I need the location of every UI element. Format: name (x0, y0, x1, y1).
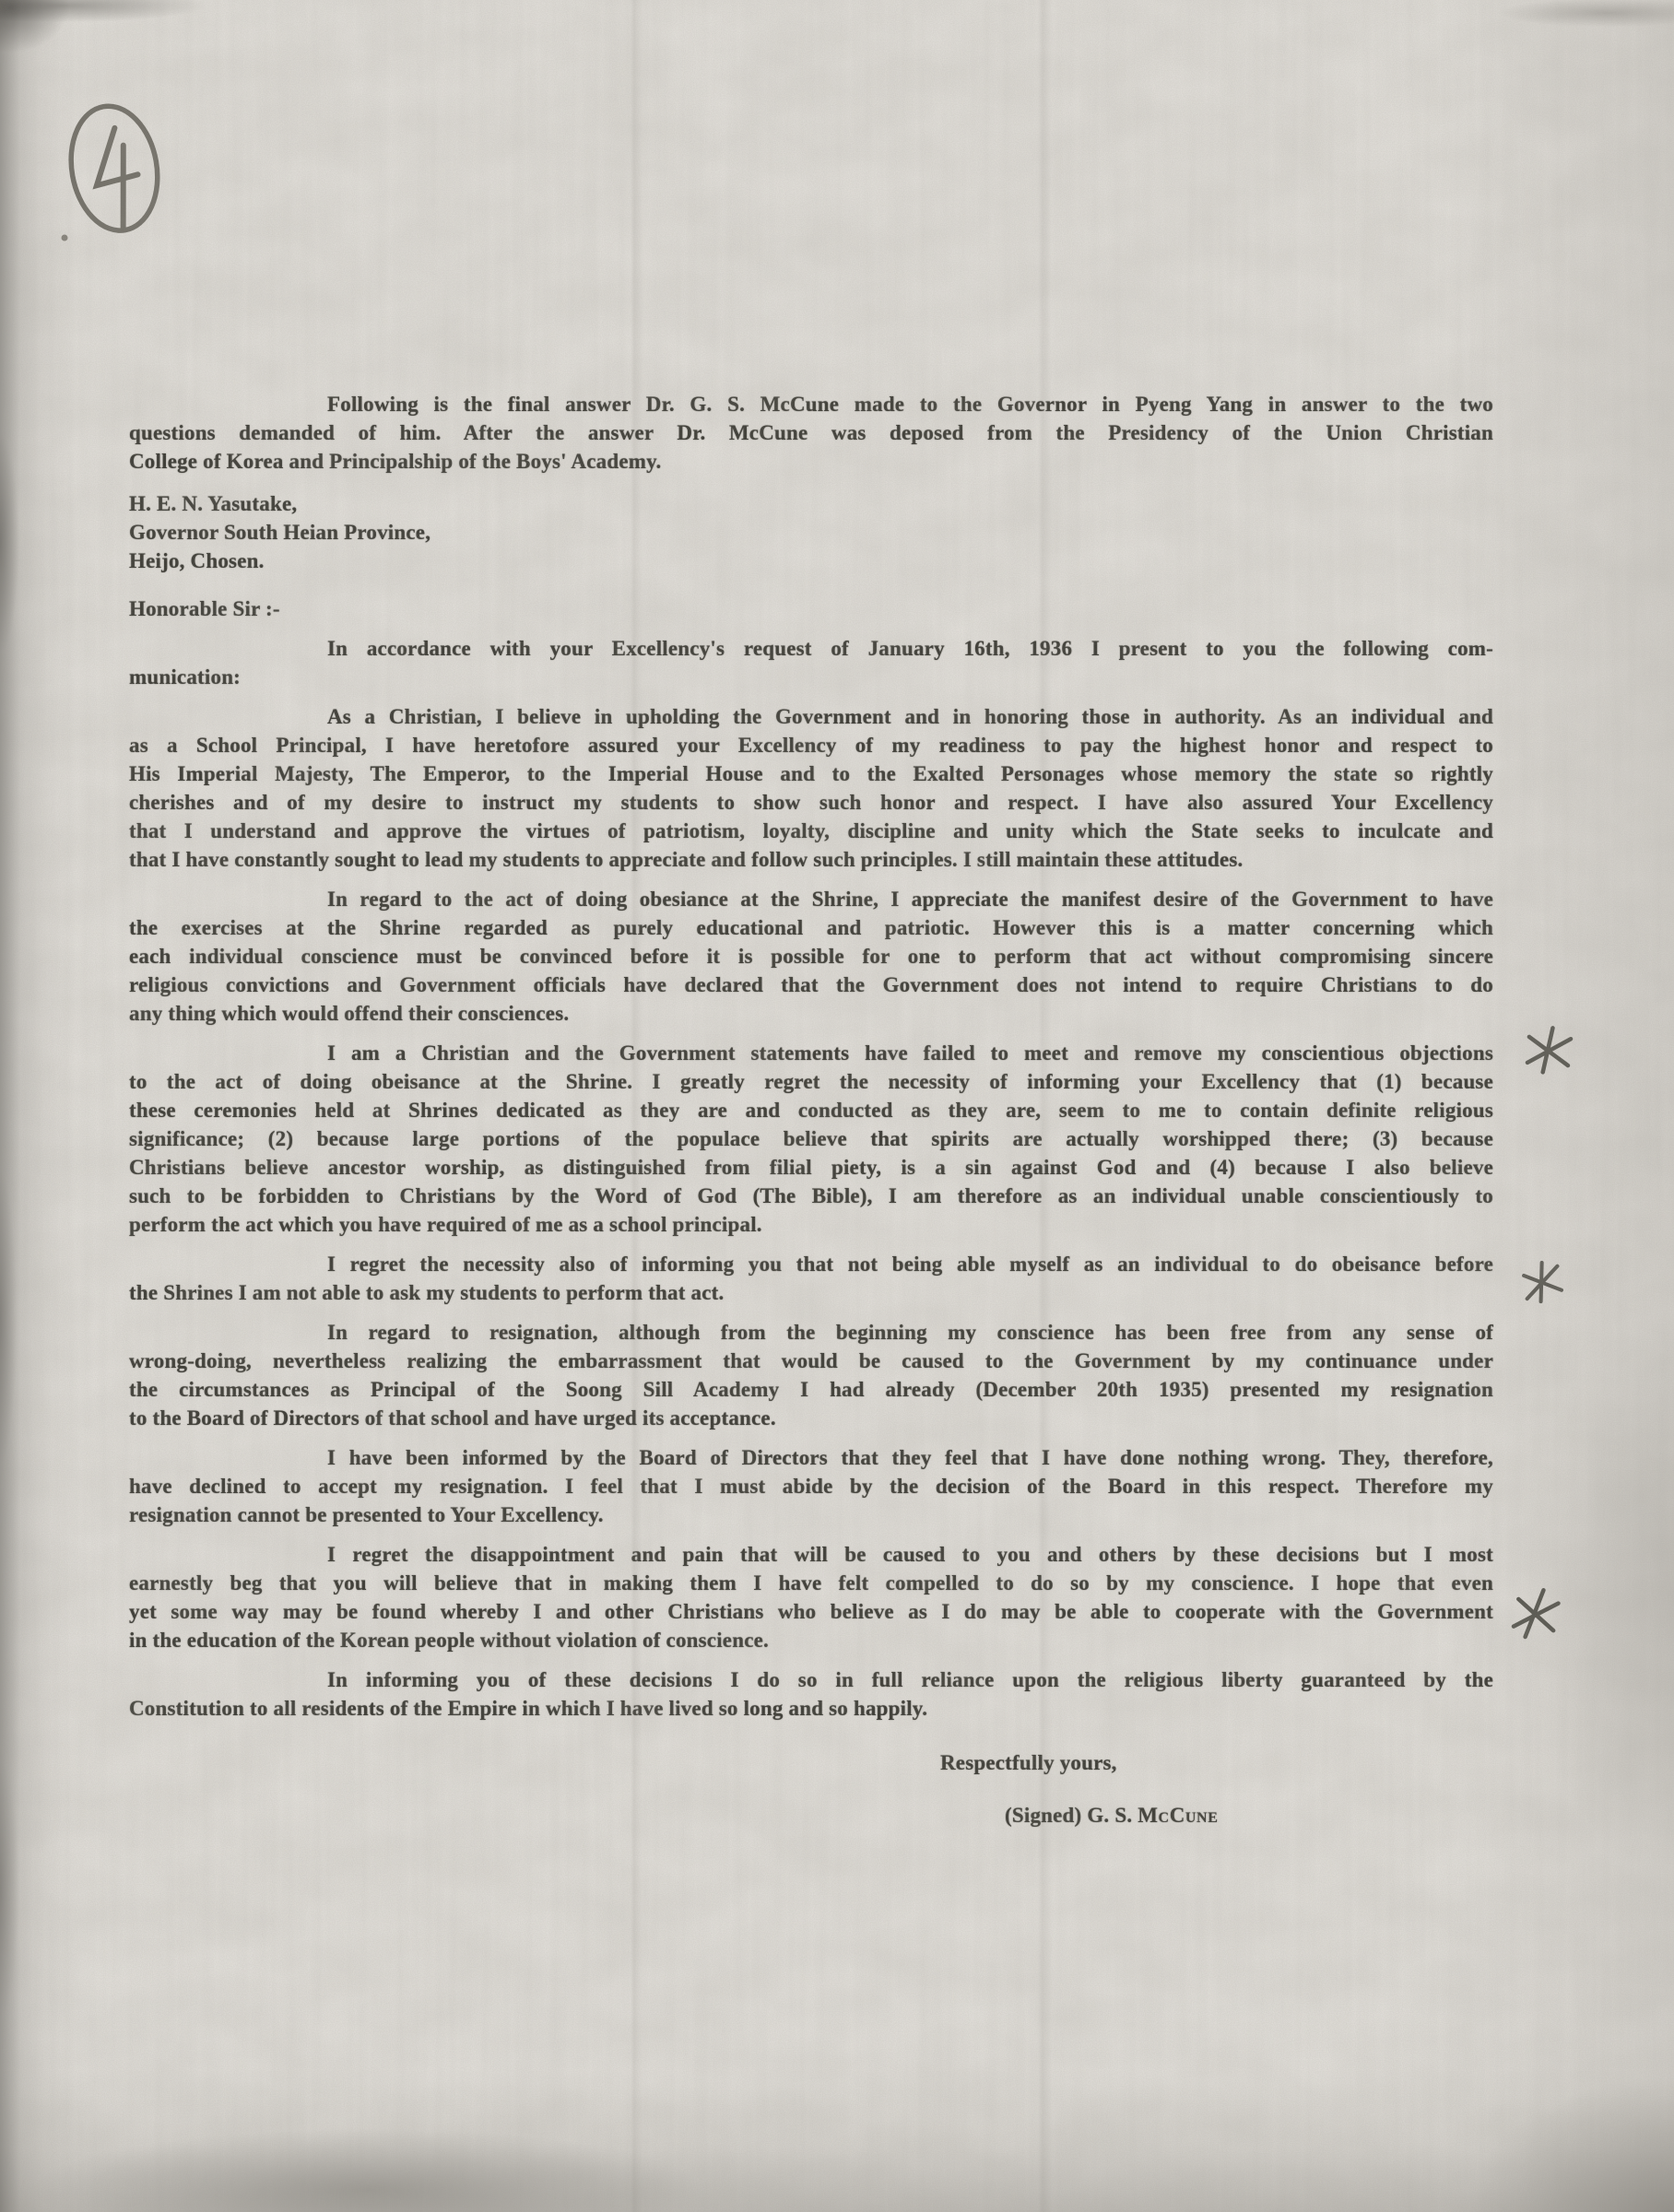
letter-line: have declined to accept my resignation. I feel that I must abide by the decision of the Board in this respect. Therefore my (129, 1475, 1493, 1498)
letter-line: wrong-doing, nevertheless realizing the embarrassment that would be caused to the Government by my continuance under (129, 1349, 1493, 1372)
letter-line: that I have constantly sought to lead my students to appreciate and follow such principles. I still maintain these attitudes. (129, 848, 1244, 871)
letter-line: Following is the final answer Dr. G. S. McCune made to the Governor in Pyeng Yang in answer to the two (327, 393, 1493, 416)
letter-line: each individual conscience must be convinced before it is possible for one to perform that act without compromising sincere (129, 945, 1493, 968)
letter-body (129, 390, 1493, 1830)
letter-line: College of Korea and Principalship of the Boys' Academy. (129, 450, 662, 473)
signature-prefix: (Signed) G. S. (1005, 1804, 1138, 1827)
letter-line: the Shrines I am not able to ask my students to perform that act. (129, 1281, 725, 1304)
letter-paragraph (129, 1443, 1493, 1529)
letter-paragraph (129, 1250, 1493, 1307)
letter-line: I am a Christian and the Government statements have failed to meet and remove my conscientious objections (327, 1041, 1493, 1065)
letter-line: any thing which would offend their consciences. (129, 1002, 570, 1025)
letter-paragraph (129, 1039, 1493, 1239)
letter-line: In regard to the act of doing obesiance at the Shrine, I appreciate the manifest desire of the Government to have (327, 888, 1493, 911)
signature-name: McCune (1138, 1804, 1219, 1827)
letter-line: As a Christian, I believe in upholding the Government and in honoring those in authority. As an individual and (327, 705, 1493, 728)
salutation: Honorable Sir :- (129, 597, 280, 620)
letter-line: these ceremonies held at Shrines dedicated as they are and conducted as they are, seem to me to contain definite religious (129, 1099, 1493, 1122)
letter-line: In informing you of these decisions I do so in full reliance upon the religious liberty guaranteed by the (327, 1668, 1493, 1691)
margin-asterisk-mark (1519, 1021, 1578, 1080)
letter-line: His Imperial Majesty, The Emperor, to the Imperial House and to the Exalted Personages whose memory the state so rightly (129, 762, 1493, 785)
handwritten-page-number-circled-4 (48, 81, 186, 265)
letter-line: I regret the disappointment and pain that will be caused to you and others by these decisions but I most (327, 1543, 1493, 1566)
letter-line: Constitution to all residents of the Empire in which I have lived so long and so happily. (129, 1697, 928, 1720)
margin-asterisk-mark (1506, 1582, 1565, 1646)
letter-paragraph (129, 1540, 1493, 1654)
letter-line: Christians believe ancestor worship, as distinguished from filial piety, is a sin against God and (4) because I also believe (129, 1156, 1493, 1179)
letter-line: munication: (129, 665, 242, 688)
margin-asterisk-mark (1515, 1255, 1569, 1309)
letter-line: to the act of doing obeisance at the Shrine. I greatly regret the necessity of informing your Excellency that (1) because (129, 1070, 1493, 1093)
letter-paragraph (129, 634, 1493, 691)
recipient-address-block (129, 489, 1493, 575)
recipient-title: Governor South Heian Province, (129, 521, 431, 544)
letter-line: perform the act which you have required of me as a school principal. (129, 1213, 762, 1236)
letter-line: questions demanded of him. After the answer Dr. McCune was deposed from the Presidency of the Union Christian (129, 421, 1493, 444)
letter-paragraph (129, 1318, 1493, 1432)
letter-line: yet some way may be found whereby I and other Christians who believe as I do may be able to cooperate with the Government (129, 1600, 1493, 1623)
letter-line: In regard to resignation, although from the beginning my conscience has been free from any sense of (327, 1321, 1493, 1344)
letter-line: resignation cannot be presented to Your Excellency. (129, 1503, 604, 1526)
letter-line: to the Board of Directors of that school and have urged its acceptance. (129, 1406, 776, 1430)
signature (129, 1801, 1493, 1830)
letter-line: as a School Principal, I have heretofore assured your Excellency of my readiness to pay the highest honor and respect to (129, 734, 1493, 757)
closing: Respectfully yours, (940, 1751, 1117, 1774)
letter-line: I regret the necessity also of informing you that not being able myself as an individual to do obeisance before (327, 1253, 1493, 1276)
letter-line: the circumstances as Principal of the Soong Sill Academy I had already (December 20th 1935) presented my resignation (129, 1378, 1493, 1401)
letter-line: in the education of the Korean people without violation of conscience. (129, 1629, 769, 1652)
letter-paragraph (129, 1665, 1493, 1723)
letter-line: significance; (2) because large portions of the populace believe that spirits are actually worshipped there; (3) because (129, 1127, 1493, 1150)
letter-paragraph (129, 702, 1493, 874)
letter-line: I have been informed by the Board of Directors that they feel that I have done nothing wrong. They, therefore, (327, 1446, 1493, 1469)
letter-line: such to be forbidden to Christians by the Word of God (The Bible), I am therefore as an individual unable conscientiously to (129, 1184, 1493, 1207)
preface-paragraph (129, 390, 1493, 476)
letter-line: religious convictions and Government officials have declared that the Government does not intend to require Christians to do (129, 973, 1493, 996)
letter-line: that I understand and approve the virtues of patriotism, loyalty, discipline and unity which the State seeks to inculcate and (129, 819, 1493, 842)
recipient-location: Heijo, Chosen. (129, 549, 265, 572)
recipient-name: H. E. N. Yasutake, (129, 492, 298, 515)
letter-paragraph (129, 885, 1493, 1028)
letter-line: cherishes and of my desire to instruct my students to show such honor and respect. I have also assured Your Excellency (129, 791, 1493, 814)
letter-line: In accordance with your Excellency's request of January 16th, 1936 I present to you the following com- (327, 637, 1493, 660)
letter-line: earnestly beg that you will believe that in making them I have felt compelled to do so by my conscience. I hope that even (129, 1571, 1493, 1594)
letter-line: the exercises at the Shrine regarded as purely educational and patriotic. However this is a matter concerning which (129, 916, 1493, 939)
pencil-dot (62, 235, 68, 241)
